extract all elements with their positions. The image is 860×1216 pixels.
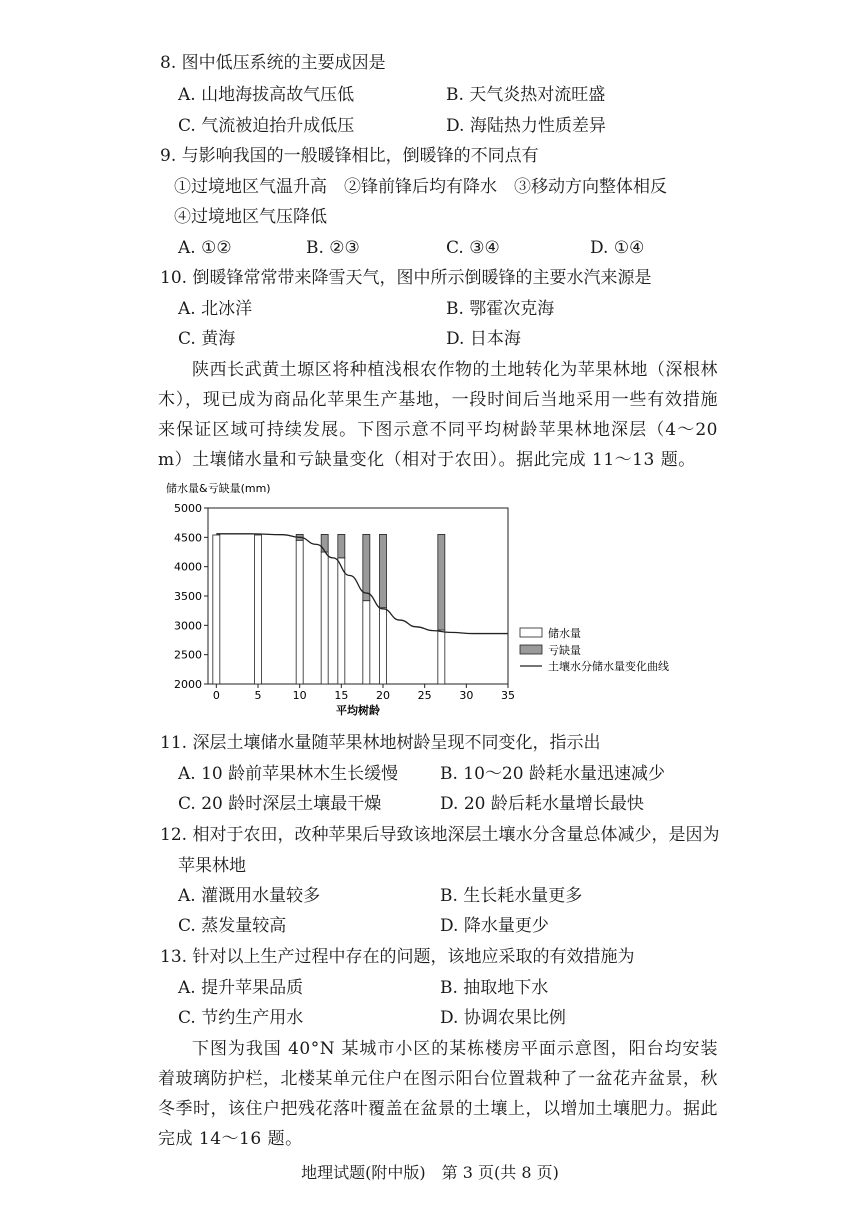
q9-option-a: A. ①② xyxy=(178,238,232,258)
x-tick-label: 0 xyxy=(212,689,220,702)
legend-swatch-storage xyxy=(520,628,542,637)
q9-option-b: B. ②③ xyxy=(306,238,360,258)
q8-option-d: D. 海陆热力性质差异 xyxy=(446,116,606,136)
q9-option-d: D. ①④ xyxy=(590,238,645,258)
q9-items-1: ①过境地区气温升高 ②锋前锋后均有降水 ③移动方向整体相反 xyxy=(174,177,667,197)
storage-bar xyxy=(213,535,220,684)
passage-apple-orchard xyxy=(158,355,718,475)
storage-bar xyxy=(296,540,303,684)
x-tick-label: 30 xyxy=(459,689,474,702)
chart-legend xyxy=(520,626,669,673)
q12-option-c: C. 蒸发量较高 xyxy=(178,916,287,936)
chart-y-axis-label: 储水量&亏缺量(mm) xyxy=(166,482,271,495)
passage-building xyxy=(158,1034,718,1154)
q12-option-b: B. 生长耗水量更多 xyxy=(440,886,583,906)
y-tick-label: 2000 xyxy=(174,678,202,691)
q13-option-c: C. 节约生产用水 xyxy=(178,1008,304,1028)
q10-option-b: B. 鄂霍次克海 xyxy=(446,299,555,319)
q8-option-b: B. 天气炎热对流旺盛 xyxy=(446,85,606,105)
x-tick-label: 10 xyxy=(292,689,307,702)
x-tick-label: 25 xyxy=(417,689,432,702)
legend-label-storage: 储水量 xyxy=(548,627,581,640)
y-tick-label: 4500 xyxy=(174,531,202,545)
q11-option-a: A. 10 龄前苹果林木生长缓慢 xyxy=(178,764,399,784)
storage-bar xyxy=(438,630,445,684)
q9-stem: 9. 与影响我国的一般暖锋相比，倒暖锋的不同点有 xyxy=(160,146,539,166)
deficit-bar xyxy=(380,534,387,607)
q10-option-a: A. 北冰洋 xyxy=(178,299,253,319)
q9-items-2: ④过境地区气压降低 xyxy=(174,207,327,227)
storage-bar xyxy=(380,608,387,684)
q12-option-d: D. 降水量更少 xyxy=(440,916,549,936)
deficit-bar xyxy=(338,534,345,557)
q12-stem-continuation: 苹果林地 xyxy=(178,856,246,876)
x-tick-label: 15 xyxy=(334,689,349,702)
q11-option-b: B. 10～20 龄耗水量迅速减少 xyxy=(440,764,665,784)
y-tick-label: 2500 xyxy=(174,648,202,662)
x-tick-label: 35 xyxy=(501,689,515,702)
storage-bar xyxy=(363,601,370,684)
page-footer: 地理试题(附中版) 第 3 页(共 8 页) xyxy=(301,1163,559,1182)
legend-label-curve: 土壤水分储水量变化曲线 xyxy=(548,660,669,673)
passage-building-text: 下图为我国 40°N 某城市小区的某栋楼房平面示意图，阳台均安装着玻璃防护栏，北楼某单元住户在图示阳台位置栽种了一盆花卉盆景，秋冬季时，该住户把残花落叶覆盖在盆景的土壤上，以增加土壤肥力。据此完成 14～16 题。 xyxy=(158,1039,718,1149)
storage-bar xyxy=(255,535,262,684)
x-tick-label: 5 xyxy=(254,689,262,702)
legend-swatch-deficit xyxy=(520,645,542,654)
q13-option-d: D. 协调农果比例 xyxy=(440,1008,566,1028)
q10-stem: 10. 倒暖锋常常带来降雪天气，图中所示倒暖锋的主要水汽来源是 xyxy=(160,268,652,288)
y-tick-label: 3000 xyxy=(174,619,202,633)
q8-stem: 8. 图中低压系统的主要成因是 xyxy=(160,53,386,73)
q11-stem: 11. 深层土壤储水量随苹果林地树龄呈现不同变化，指示出 xyxy=(160,733,601,753)
y-tick-label: 3500 xyxy=(174,590,202,603)
x-tick-label: 20 xyxy=(376,689,390,702)
passage-apple-orchard-text: 陕西长武黄土塬区将种植浅根农作物的土地转化为苹果林地（深根林木），现已成为商品化苹果生产基地，一段时间后当地采用一些有效措施来保证区域可持续发展。下图示意不同平均树龄苹果林地深层（4～20 m）土壤储水量和亏缺量变化（相对于农田）。据此完成 11～13 题。 xyxy=(158,360,718,470)
storage-bar xyxy=(321,552,328,684)
q8-option-a: A. 山地海拔高故气压低 xyxy=(178,85,355,105)
q13-option-a: A. 提升苹果品质 xyxy=(178,978,304,998)
q12-option-a: A. 灌溉用水量较多 xyxy=(178,886,321,906)
legend-label-deficit: 亏缺量 xyxy=(548,644,581,657)
q13-stem: 13. 针对以上生产过程中存在的问题，该地应采取的有效措施为 xyxy=(160,947,635,967)
q13-option-b: B. 抽取地下水 xyxy=(440,978,549,998)
storage-bar xyxy=(338,558,345,684)
chart-x-axis-label: 平均树龄 xyxy=(336,704,380,717)
y-tick-label: 5000 xyxy=(174,502,202,515)
q10-option-d: D. 日本海 xyxy=(446,329,521,349)
q11-option-c: C. 20 龄时深层土壤最干燥 xyxy=(178,794,382,814)
y-tick-label: 4000 xyxy=(174,560,202,574)
q11-option-d: D. 20 龄后耗水量增长最快 xyxy=(440,794,644,814)
deficit-bar xyxy=(363,534,370,600)
q12-stem: 12. 相对于农田，改种苹果后导致该地深层土壤水分含量总体减少，是因为 xyxy=(160,825,720,845)
soil-water-chart xyxy=(160,478,720,723)
deficit-bar xyxy=(321,534,328,552)
q9-option-c: C. ③④ xyxy=(446,238,500,258)
q8-option-c: C. 气流被迫抬升成低压 xyxy=(178,116,355,136)
deficit-bar xyxy=(438,534,445,630)
q10-option-c: C. 黄海 xyxy=(178,329,236,349)
